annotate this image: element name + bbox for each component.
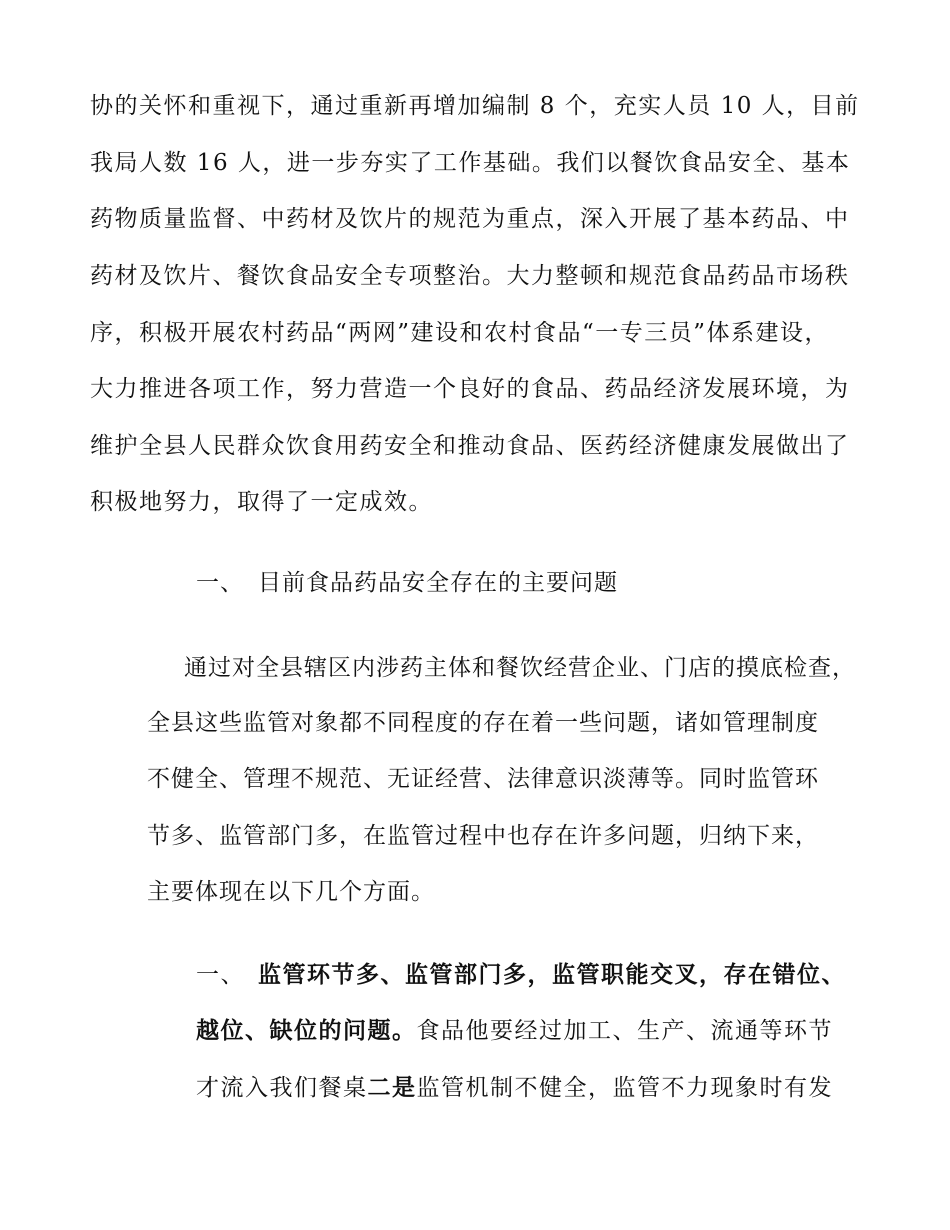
intro-line: 维护全县人民群众饮食用药安全和推动食品、医药经济健康发展做出了: [90, 433, 850, 459]
intro-line: 序，积极开展农村药品“两网”建设和农村食品“一专三员”体系建设，: [90, 320, 830, 346]
point-one-text: 监管机制不健全，监管不力现象时有发: [416, 1075, 833, 1101]
point-one-title-line1: 监管环节多、监管部门多，监管职能交叉，存在错位、: [258, 961, 846, 988]
point-one-line2: [196, 1015, 833, 1047]
problems-line: 节多、监管部门多，在监管过程中也存在许多问题，归纳下来，: [147, 823, 819, 849]
problems-line: 主要体现在以下几个方面。: [147, 879, 435, 905]
problems-line: 通过对全县辖区内涉药主体和餐饮经营企业、门店的摸底检查，: [184, 655, 856, 681]
intro-line: 大力推进各项工作，努力营造一个良好的食品、药品经济发展环境，为: [90, 376, 850, 402]
section-heading-title: 目前食品药品安全存在的主要问题: [258, 570, 618, 596]
intro-line: 药材及饮片、餐饮食品安全专项整治。大力整顿和规范食品药品市场秩: [90, 263, 850, 289]
intro-line: 积极地努力，取得了一定成效。: [90, 489, 433, 515]
point-one-text: 食品他要经过加工、生产、流通等环节: [416, 1018, 833, 1044]
point-one-title-line2: 越位、缺位的问题。: [196, 1017, 417, 1044]
intro-line: 药物质量监督、中药材及饮片的规范为重点，深入开展了基本药品、中: [90, 206, 850, 232]
intro-line: 协的关怀和重视下，通过重新再增加编制 8 个，充实人员 10 人，目前: [90, 93, 860, 119]
section-heading-number: 一、: [196, 570, 244, 596]
problems-line: 不健全、管理不规范、无证经营、法律意识淡薄等。同时监管环: [147, 766, 819, 792]
point-one-line3: [196, 1072, 833, 1104]
point-two-marker: 二是: [367, 1074, 417, 1101]
point-one-number: 一、: [196, 962, 245, 988]
intro-line: 我局人数 16 人，进一步夯实了工作基础。我们以餐饮食品安全、基本: [90, 150, 851, 176]
point-one-text: 才流入我们餐桌: [196, 1075, 368, 1101]
problems-line: 全县这些监管对象都不同程度的存在着一些问题，诸如管理制度: [147, 710, 819, 736]
